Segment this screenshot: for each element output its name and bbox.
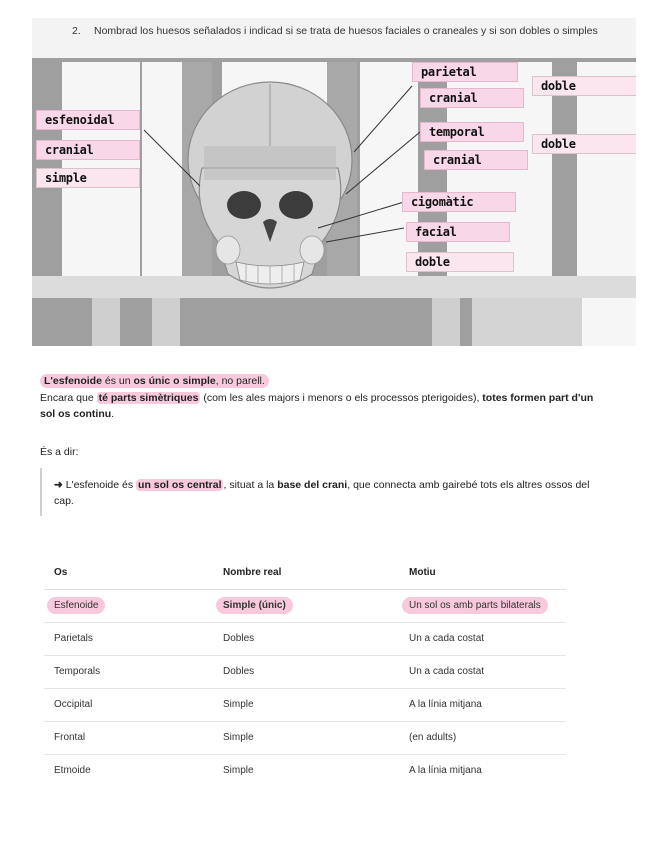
text: , no parell. [215, 375, 265, 387]
strong-text: un sol os central [138, 479, 222, 491]
quote-text [42, 468, 600, 509]
text: Encara que [40, 392, 97, 404]
text: , situat a la [223, 479, 278, 491]
table-cell: Temporals [44, 655, 213, 688]
bone-type-label: cranial [424, 150, 528, 170]
table-row [44, 622, 566, 655]
term-esfenoide: L'esfenoide [44, 375, 102, 387]
table-cell: A la línia mitjana [409, 765, 482, 777]
highlight: Un sol os amb parts bilaterals [402, 597, 548, 614]
question-number: 2. [72, 25, 81, 37]
text: (com les ales majors i menors o els processos pterigoides), [200, 392, 483, 404]
bones-table [44, 556, 566, 787]
table-row [44, 721, 566, 754]
table-row [44, 754, 566, 787]
strong-text: totes formen part d'un sol os continu [40, 392, 594, 420]
es-a-dir: És a dir: [40, 446, 79, 458]
table-cell: Dobles [213, 622, 399, 655]
explanation-line-1 [40, 373, 269, 389]
question-text: Nombrad los huesos señalados i indicad si se trata de huesos faciales o craneales y si son dobles o simples [94, 25, 598, 37]
highlight: Esfenoide [47, 597, 105, 614]
strong-text: té parts simètriques [98, 392, 199, 404]
strong-text: os únic o simple [133, 375, 216, 387]
table-cell: A la línia mitjana [399, 688, 566, 721]
bone-count-label: doble [406, 252, 514, 272]
table-cell: Simple [213, 721, 399, 754]
text: , que connecta amb gairebé tots els altres ossos del cap. [54, 479, 590, 507]
column-header: Os [44, 556, 213, 589]
strong-text: base del crani [277, 479, 348, 491]
column-header: Nombre real [213, 556, 399, 589]
arrow-icon: ➜ [54, 479, 63, 491]
table-cell: Etmoide [54, 765, 91, 777]
table-cell [44, 589, 213, 622]
bone-count-label: simple [36, 168, 140, 188]
table-cell: Simple [223, 765, 254, 777]
bone-label: temporal [420, 122, 524, 142]
table-cell: (en adults) [399, 721, 566, 754]
bone-type-label: cranial [36, 140, 140, 160]
table-cell: Simple [213, 688, 399, 721]
table-cell [399, 589, 566, 622]
bone-label: parietal [412, 62, 518, 82]
table-cell: Occipital [44, 688, 213, 721]
table-cell: Frontal [44, 721, 213, 754]
bone-label: esfenoidal [36, 110, 140, 130]
bone-type-label: facial [406, 222, 510, 242]
explanation-line-2 [40, 390, 600, 422]
bone-count-label: doble [532, 134, 636, 154]
text: L'esfenoide és [62, 479, 137, 491]
table-row [44, 688, 566, 721]
text: . [111, 408, 115, 420]
table-header-row [44, 556, 566, 589]
table-cell: Dobles [213, 655, 399, 688]
table-cell [213, 589, 399, 622]
table-row [44, 655, 566, 688]
quote-block [40, 468, 600, 516]
table-cell: Un a cada costat [399, 655, 566, 688]
highlight: Simple (únic) [216, 597, 293, 614]
table-cell: Parietals [44, 622, 213, 655]
bone-count-label: doble [532, 76, 636, 96]
bone-type-label: cranial [420, 88, 524, 108]
table-cell: Un a cada costat [399, 622, 566, 655]
bone-label: cigomàtic [402, 192, 516, 212]
text: és un [101, 375, 134, 387]
column-header: Motiu [399, 556, 566, 589]
table-row [44, 589, 566, 622]
worksheet-photo [32, 18, 636, 346]
